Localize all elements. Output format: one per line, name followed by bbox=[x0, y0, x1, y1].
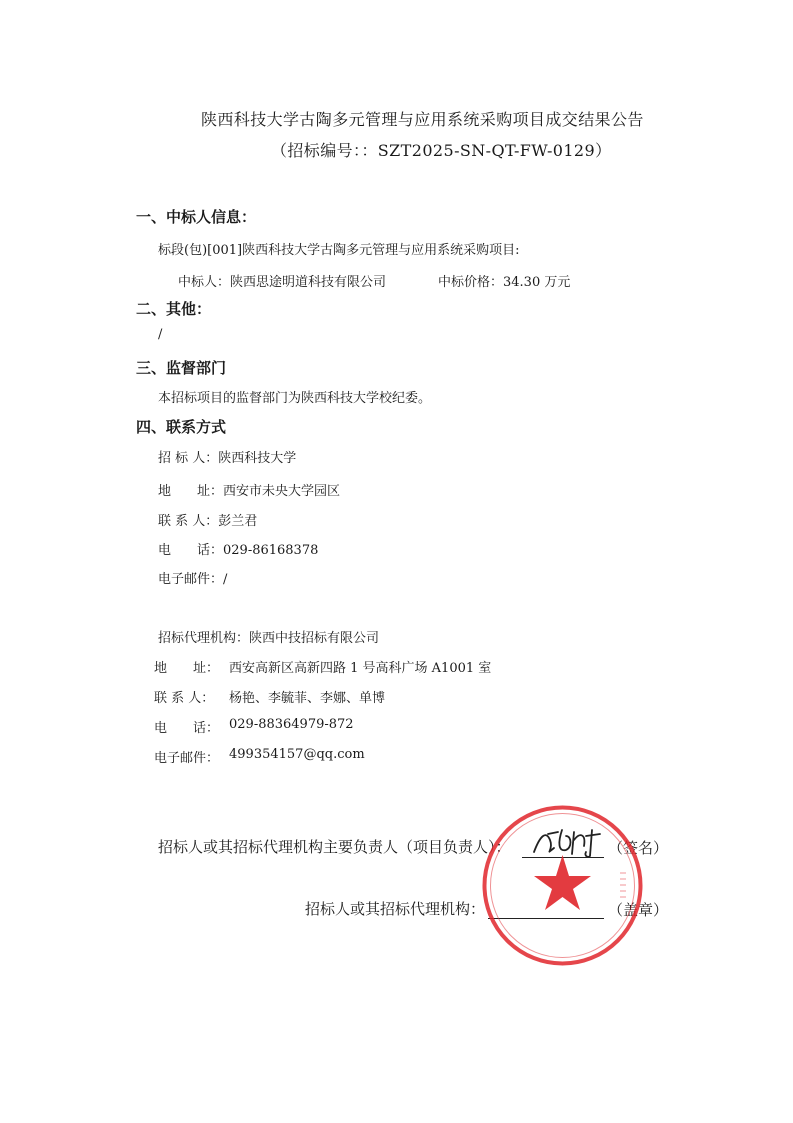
agency-seal-label: 招标人或其招标代理机构： bbox=[305, 900, 486, 918]
section-winner-heading: 一、中标人信息： bbox=[136, 208, 257, 226]
buyer-name: 招 标 人：陕西科技大学 bbox=[158, 451, 297, 466]
agency-person-label: 联 系 人： bbox=[154, 691, 215, 706]
official-seal bbox=[480, 803, 645, 968]
winner-price: 中标价格：34.30 万元 bbox=[438, 275, 571, 290]
section-other-heading: 二、其他： bbox=[136, 300, 212, 318]
agency-address: 西安高新区高新四路 1 号高科广场 A1001 室 bbox=[229, 661, 492, 676]
agency-contact-person: 杨艳、李毓菲、李娜、单博 bbox=[229, 691, 386, 706]
agency-email-label: 电子邮件： bbox=[154, 751, 220, 766]
supervision-content: 本招标项目的监督部门为陕西科技大学校纪委。 bbox=[158, 391, 432, 406]
signature-suffix: （签名） bbox=[608, 839, 669, 857]
responsible-person-label: 招标人或其招标代理机构主要负责人（项目负责人）： bbox=[158, 838, 511, 856]
bid-number: （招标编号：：SZT2025-SN-QT-FW-0129） bbox=[271, 141, 612, 160]
buyer-email: 电子邮件：/ bbox=[158, 572, 228, 587]
buyer-address: 地 址：西安市未央大学园区 bbox=[158, 484, 341, 499]
agency-address-label: 地 址： bbox=[154, 661, 220, 676]
agency-email: 499354157@qq.com bbox=[229, 747, 365, 762]
seal-suffix: （盖章） bbox=[608, 901, 669, 919]
agency-phone: 029-88364979-872 bbox=[229, 717, 354, 732]
section-supervision-heading: 三、监督部门 bbox=[136, 359, 227, 377]
buyer-phone: 电 话：029-86168378 bbox=[158, 543, 319, 558]
other-content: / bbox=[158, 327, 163, 342]
agency-name: 招标代理机构：陕西中技招标有限公司 bbox=[158, 631, 380, 646]
agency-phone-label: 电 话： bbox=[154, 721, 220, 736]
buyer-contact-person: 联 系 人：彭兰君 bbox=[158, 514, 258, 529]
lot-description: 标段(包)[001]陕西科技大学古陶多元管理与应用系统采购项目: bbox=[158, 243, 520, 258]
section-contact-heading: 四、联系方式 bbox=[136, 418, 227, 436]
winner-name: 中标人：陕西思途明道科技有限公司 bbox=[178, 275, 387, 290]
document-title: 陕西科技大学古陶多元管理与应用系统采购项目成交结果公告 bbox=[201, 110, 644, 129]
